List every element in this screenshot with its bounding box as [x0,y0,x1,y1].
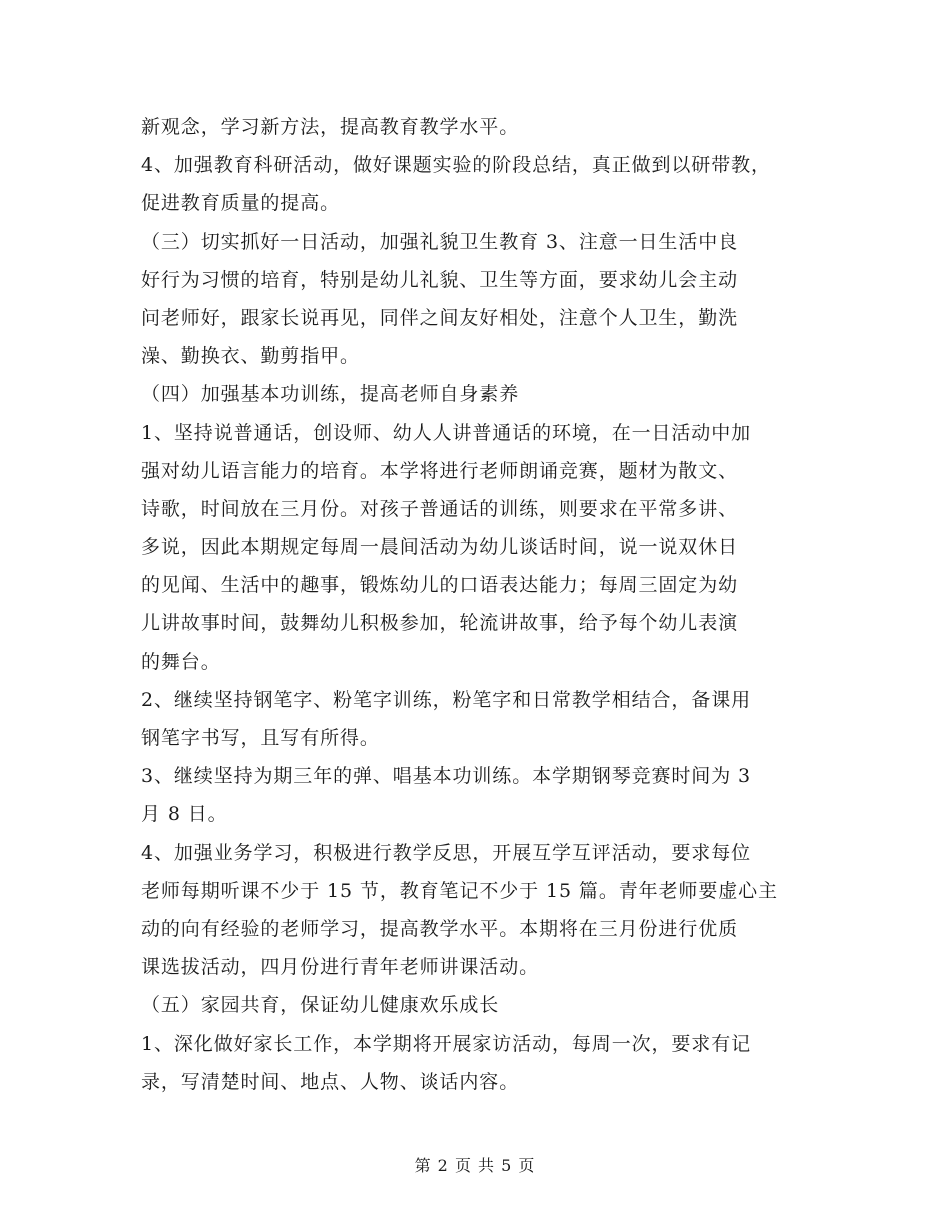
text-line: 儿讲故事时间，鼓舞幼儿积极参加，轮流讲故事，给予每个幼儿表演 [141,612,739,635]
section-heading: （四）加强基本功训练，提高老师自身素养 [141,383,520,406]
text-line: （三）切实抓好一日活动，加强礼貌卫生教育 3、注意一日生活中良 [141,230,739,253]
text-line: 澡、勤换衣、勤剪指甲。 [141,345,360,368]
text-line: 3、继续坚持为期三年的弹、唱基本功训练。本学期钢琴竞赛时间为 3 [141,765,752,788]
text-line: 钢笔字书写，且写有所得。 [141,727,380,749]
text-line: 老师每期听课不少于 15 节，教育笔记不少于 15 篇。青年老师要虚心主 [141,879,778,902]
text-line: 的见闻、生活中的趣事，锻炼幼儿的口语表达能力；每周三固定为幼 [141,574,739,597]
text-line: 动的向有经验的老师学习，提高教学水平。本期将在三月份进行优质 [141,917,739,940]
text-line: 课选拔活动，四月份进行青年老师讲课活动。 [141,956,540,979]
text-line: 月 8 日。 [141,803,228,826]
text-line: 2、继续坚持钢笔字、粉笔字训练，粉笔字和日常教学相结合，备课用 [141,688,751,711]
section-heading: （五）家园共育，保证幼儿健康欢乐成长 [141,994,500,1017]
text-line: 问老师好，跟家长说再见，同伴之间友好相处，注意个人卫生，勤洗 [141,306,739,329]
text-line: 强对幼儿语言能力的培育。本学将进行老师朗诵竞赛，题材为散文、 [141,459,739,482]
text-line: 的舞台。 [141,650,221,673]
text-line: 诗歌，时间放在三月份。对孩子普通话的训练，则要求在平常多讲、 [141,497,739,520]
text-line: 多说，因此本期规定每周一晨间活动为幼儿谈话时间，说一说双休日 [141,536,739,559]
body-text [141,108,821,1101]
text-line: 好行为习惯的培育，特别是幼儿礼貌、卫生等方面，要求幼儿会主动 [141,268,739,291]
text-line: 4、加强业务学习，积极进行教学反思，开展互学互评活动，要求每位 [141,841,751,864]
text-line: 1、深化做好家长工作，本学期将开展家访活动，每周一次，要求有记 [141,1032,751,1055]
text-line: 1、坚持说普通话，创设师、幼人人讲普通话的环境，在一日活动中加 [141,421,751,444]
page-number: 第 2 页 共 5 页 [414,1156,536,1175]
text-line: 新观念，学习新方法，提高教育教学水平。 [141,116,520,138]
text-line: 录，写清楚时间、地点、人物、谈话内容。 [141,1070,520,1093]
text-line: 4、加强教育科研活动，做好课题实验的阶段总结，真正做到以研带教， [141,154,771,177]
text-line: 促进教育质量的提高。 [141,192,341,215]
